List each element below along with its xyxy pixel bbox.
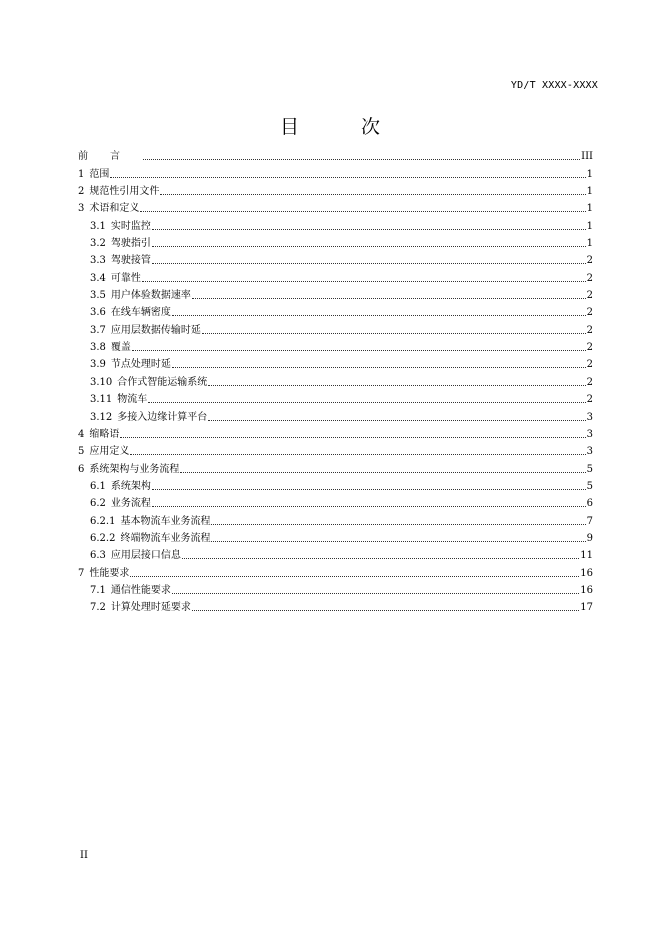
dot-leader <box>148 402 585 403</box>
dot-leader <box>208 420 585 421</box>
toc-entry-number: 6.2.1 <box>90 515 116 527</box>
toc-entry-title: 规范性引用文件 <box>89 186 160 198</box>
dot-leader <box>172 593 579 594</box>
toc-entry-page: 11 <box>580 550 593 562</box>
toc-entry-title: 实时监控 <box>110 220 151 232</box>
toc-entry-page: 9 <box>586 532 593 544</box>
dot-leader <box>152 489 586 490</box>
toc-entry-title: 业务流程 <box>110 498 151 510</box>
toc-entry[interactable] <box>78 545 593 562</box>
toc-entry-number: 3.11 <box>90 394 113 406</box>
toc-entry-title: 缩略语 <box>89 428 120 440</box>
toc-entry-label <box>90 238 151 250</box>
toc-entry[interactable] <box>78 458 593 475</box>
toc-entry-number: 3.2 <box>90 238 106 250</box>
toc-entry-title: 应用定义 <box>89 446 130 458</box>
toc-entry-number: 7 <box>78 567 85 579</box>
toc-entry-page: 17 <box>580 602 593 614</box>
toc-entry[interactable] <box>78 233 593 250</box>
dot-leader <box>152 263 586 264</box>
toc-entry-page: 1 <box>586 220 593 232</box>
toc-entry-title: 基本物流车业务流程 <box>120 515 211 527</box>
toc-entry-title: 多接入边缘计算平台 <box>117 411 208 423</box>
toc-entry-label <box>78 203 139 215</box>
toc-entry-page: 1 <box>586 203 593 215</box>
dot-leader <box>120 437 585 438</box>
toc-entry-title: 节点处理时延 <box>110 359 171 371</box>
dot-leader <box>142 281 586 282</box>
toc-entry-label <box>78 464 179 476</box>
dot-leader <box>180 472 585 473</box>
dot-leader <box>152 229 586 230</box>
toc-entry[interactable] <box>78 215 593 232</box>
toc-entry-label <box>90 585 171 597</box>
toc-entry-page: 2 <box>586 359 593 371</box>
toc-entry-number: 3.9 <box>90 359 106 371</box>
toc-entry[interactable] <box>78 146 593 163</box>
toc-entry-page: 2 <box>586 272 593 284</box>
toc-entry-number: 3.5 <box>90 290 106 302</box>
dot-leader <box>140 211 585 212</box>
dot-leader <box>152 506 586 507</box>
toc-entry-title: 可靠性 <box>110 272 141 284</box>
toc-entry-title: 覆盖 <box>110 342 131 354</box>
toc-entry-number: 3.7 <box>90 324 106 336</box>
toc-entry[interactable] <box>78 371 593 388</box>
toc-entry-label <box>90 290 191 302</box>
toc-entry-page: 1 <box>586 186 593 198</box>
dot-leader <box>143 159 580 160</box>
toc-entry[interactable] <box>78 493 593 510</box>
toc-entry-title: 范围 <box>89 168 110 180</box>
toc-entry-label <box>78 568 129 580</box>
toc-entry[interactable] <box>78 354 593 371</box>
toc-title: 目 次 <box>279 116 409 138</box>
toc-entry[interactable] <box>78 580 593 597</box>
toc-entry[interactable] <box>78 562 593 579</box>
toc-entry-label <box>90 359 171 371</box>
dot-leader <box>160 194 585 195</box>
dot-leader <box>132 350 586 351</box>
toc-entry-label <box>90 602 191 614</box>
toc-entry[interactable] <box>78 476 593 493</box>
toc-entry-label <box>90 342 131 354</box>
toc-entry-label <box>90 498 151 510</box>
toc-entry-title: 前言 <box>78 151 142 163</box>
toc-entry[interactable] <box>78 285 593 302</box>
toc-entry-title: 在线车辆密度 <box>110 307 171 319</box>
dot-leader <box>192 298 586 299</box>
toc-entry-number: 3.3 <box>90 255 106 267</box>
toc-entry-title: 系统架构与业务流程 <box>89 463 180 475</box>
toc-entry-label <box>90 550 181 562</box>
toc-entry-number: 3.1 <box>90 220 106 232</box>
toc-entry-title: 应用层数据传输时延 <box>110 324 201 336</box>
dot-leader <box>110 177 585 178</box>
toc-entry-label <box>90 533 210 545</box>
dot-leader <box>202 333 586 334</box>
toc-entry-page: 1 <box>586 238 593 250</box>
page-number: II <box>80 850 88 861</box>
toc-entry-number: 6.2.2 <box>90 532 116 544</box>
toc-entry-title: 计算处理时延要求 <box>110 602 191 614</box>
toc-entry[interactable] <box>78 267 593 284</box>
toc-entry-label <box>90 394 147 406</box>
toc-entry-page: 16 <box>580 584 593 596</box>
document-code: YD/T XXXX-XXXX <box>510 80 598 91</box>
table-of-contents <box>78 146 593 614</box>
dot-leader <box>211 541 585 542</box>
toc-entry[interactable] <box>78 406 593 423</box>
toc-entry-title: 终端物流车业务流程 <box>120 532 211 544</box>
toc-entry[interactable] <box>78 302 593 319</box>
toc-entry-number: 5 <box>78 446 85 458</box>
toc-entry-title: 通信性能要求 <box>110 584 171 596</box>
toc-entry-title: 物流车 <box>117 394 148 406</box>
toc-entry-label <box>78 151 142 163</box>
toc-entry-page: 2 <box>586 324 593 336</box>
toc-entry-page: 3 <box>586 411 593 423</box>
toc-entry[interactable] <box>78 181 593 198</box>
dot-leader <box>211 524 585 525</box>
toc-entry-title: 应用层接口信息 <box>110 550 181 562</box>
toc-entry-page: 2 <box>586 376 593 388</box>
toc-entry-title: 系统架构 <box>110 480 151 492</box>
toc-entry-label <box>78 169 109 181</box>
toc-entry-number: 2 <box>78 186 85 198</box>
toc-entry-label <box>90 273 141 285</box>
toc-entry-page: 5 <box>586 480 593 492</box>
toc-entry-number: 3.10 <box>90 376 113 388</box>
toc-entry-label <box>90 412 207 424</box>
toc-entry-number: 3.12 <box>90 411 113 423</box>
toc-entry-title: 性能要求 <box>89 567 130 579</box>
toc-entry-label <box>78 446 129 458</box>
toc-entry-number: 1 <box>78 168 85 180</box>
toc-entry[interactable] <box>78 337 593 354</box>
toc-entry-page: III <box>581 151 593 163</box>
toc-entry-number: 3.4 <box>90 272 106 284</box>
toc-entry-number: 3.8 <box>90 342 106 354</box>
toc-entry[interactable] <box>78 528 593 545</box>
toc-entry-number: 6.3 <box>90 550 106 562</box>
toc-entry-page: 1 <box>586 168 593 180</box>
toc-entry[interactable] <box>78 424 593 441</box>
toc-entry[interactable] <box>78 198 593 215</box>
dot-leader <box>130 454 585 455</box>
toc-entry-page: 7 <box>586 515 593 527</box>
toc-entry-page: 6 <box>586 498 593 510</box>
toc-entry[interactable] <box>78 441 593 458</box>
toc-entry-page: 5 <box>586 463 593 475</box>
toc-entry[interactable] <box>78 389 593 406</box>
dot-leader <box>182 558 579 559</box>
toc-entry-number: 6 <box>78 463 85 475</box>
dot-leader <box>172 315 586 316</box>
toc-entry[interactable] <box>78 597 593 614</box>
toc-entry-title: 驾驶接管 <box>110 255 151 267</box>
toc-entry[interactable] <box>78 163 593 180</box>
toc-entry-page: 16 <box>580 567 593 579</box>
toc-entry[interactable] <box>78 319 593 336</box>
toc-entry[interactable] <box>78 510 593 527</box>
dot-leader <box>192 610 579 611</box>
dot-leader <box>152 246 586 247</box>
toc-entry-label <box>90 481 151 493</box>
toc-entry-label <box>78 429 119 441</box>
toc-entry-number: 7.2 <box>90 602 106 614</box>
toc-entry-label <box>78 186 159 198</box>
dot-leader <box>208 385 585 386</box>
toc-entry-number: 7.1 <box>90 584 106 596</box>
toc-entry-label <box>90 377 207 389</box>
toc-entry-label <box>90 516 210 528</box>
toc-entry-number: 3 <box>78 203 85 215</box>
toc-entry-page: 2 <box>586 394 593 406</box>
toc-entry-number: 4 <box>78 428 85 440</box>
toc-entry-label <box>90 325 201 337</box>
toc-entry-label <box>90 307 171 319</box>
toc-entry-page: 3 <box>586 428 593 440</box>
toc-entry-number: 3.6 <box>90 307 106 319</box>
toc-entry-page: 2 <box>586 342 593 354</box>
dot-leader <box>172 367 586 368</box>
dot-leader <box>130 576 579 577</box>
toc-entry-page: 2 <box>586 307 593 319</box>
toc-entry-title: 术语和定义 <box>89 203 140 215</box>
toc-entry-title: 驾驶指引 <box>110 238 151 250</box>
toc-entry[interactable] <box>78 250 593 267</box>
toc-entry-page: 2 <box>586 255 593 267</box>
toc-entry-page: 2 <box>586 290 593 302</box>
toc-entry-label <box>90 255 151 267</box>
toc-entry-title: 合作式智能运输系统 <box>117 376 208 388</box>
toc-entry-label <box>90 221 151 233</box>
toc-entry-number: 6.2 <box>90 498 106 510</box>
toc-entry-title: 用户体验数据速率 <box>110 290 191 302</box>
toc-entry-page: 3 <box>586 446 593 458</box>
toc-entry-number: 6.1 <box>90 480 106 492</box>
